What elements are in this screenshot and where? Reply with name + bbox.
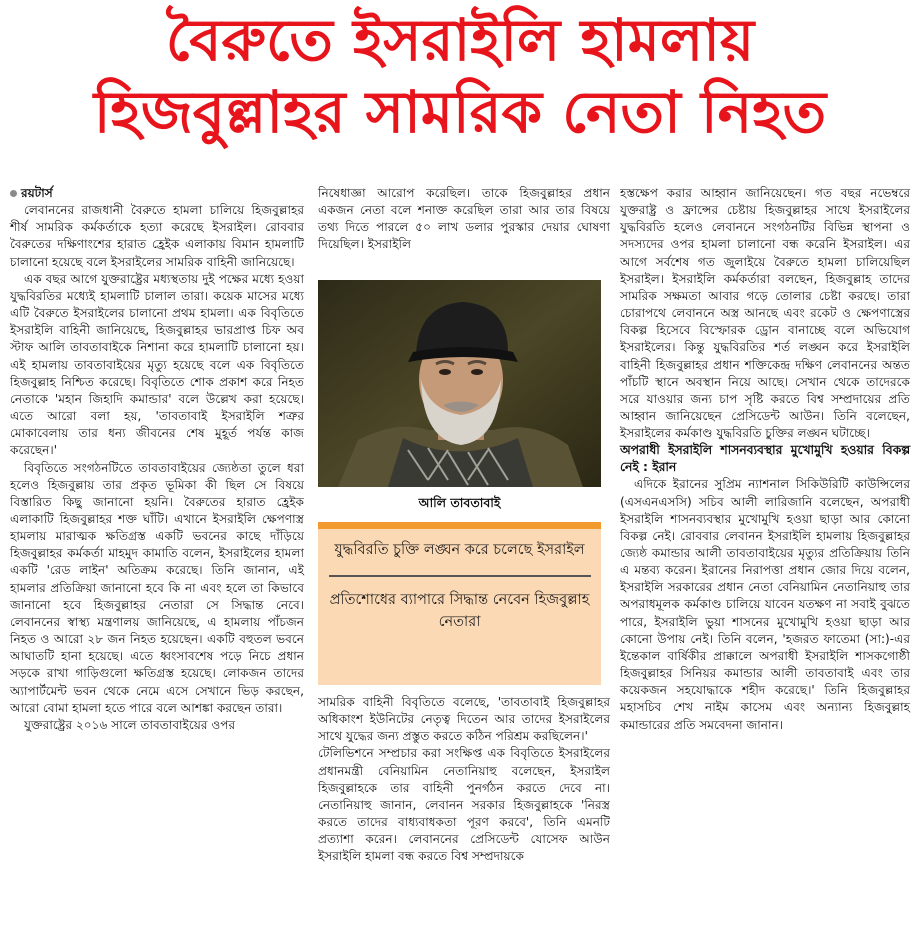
pullquote-box — [318, 522, 601, 685]
pullquote-2: প্রতিশোধের ব্যাপারে সিদ্ধান্ত নেবেন হিজবুল্লাহ নেতারা — [329, 592, 590, 630]
column-3 — [620, 185, 910, 734]
portrait-photo — [318, 280, 601, 487]
subheading: অপরাধী ইসরাইলি শাসনব্যবস্থার মুখোমুখি হওয়ার বিকল্প নেই : ইরান — [620, 443, 910, 475]
photo-caption: আলি তাবতাবাই — [418, 495, 501, 510]
paragraph: সামরিক বাহিনী বিবৃতিতে বলেছে, 'তাবতাবাই হিজবুল্লাহর অধিকাংশ ইউনিটের নেতৃত্ব দিতেন আর তাদের ইসরাইলের সাথে যুদ্ধের জন্য প্রস্তুত করতে কঠিন পরিশ্রম করছিলেন।' — [318, 695, 610, 744]
paragraph: এদিকে ইরানের সুপ্রিম ন্যাশনাল সিকিউরিটি কাউন্সিলের (এসএনএসসি) সচিব আলী লারিজানি বলেছেন, অপরাধী ইসরাইলি শাসনব্যবস্থার মুখোমুখি হওয়া ছাড়া আর কোনো বিকল্প নেই। রোববার লেবানন ইসরাইলি হামলায় হিজবুল্লাহর জ্যেষ্ঠ কমান্ডার আলী তাবতাবাইয়ের মৃত্যুর প্রতিক্রিয়ায় তিনি এ মন্তব্য করেন। ইরানের নিরাপত্তা প্রধান জোর দিয়ে বলেন, ইসরাইলি সরকারের প্রধান নেতা বেনিয়ামিন নেতানিয়াহু তার অপরাধমূলক কর্মকাণ্ড চালিয়ে যাবেন যতক্ষণ না সবাই বুঝতে পারে, ইসরাইলি ভুয়া শাসনের মুখোমুখি হওয়া ছাড়া আর কোনো উপায় নেই। তিনি বলেন, 'হজরত ফাতেমা (সা:)-এর ইন্তেকাল বার্ষিকীর প্রাক্কালে অপরাধী ইসরাইলি শাসকগোষ্ঠী হিজবুল্লাহর সিনিয়র কমান্ডার আলী তাবতাবাই এবং তার কয়েকজন সহযোদ্ধাকে শহীদ করেছে।' তিনি হিজবুল্লাহর মহাসচিব শেখ নাইম কাসেম এবং অন্যান্য হিজবুল্লাহ কমান্ডারের প্রতি সমবেদনা জানান। — [620, 477, 910, 732]
paragraph: হস্তক্ষেপ করার আহ্বান জানিয়েছেন। গত বছর নভেম্বরে যুক্তরাষ্ট্র ও ফ্রান্সের চেষ্টায় হিজবুল্লাহর সাথে ইসরাইলের যুদ্ধবিরতি হলেও লেবাননে সংগঠনটির বিভিন্ন স্থাপনা ও সদস্যদের ওপর হামলা চালানো বন্ধ করেনি ইসরাইল। এর আগে সর্বশেষ গত জুলাইয়ে বৈরুতে হামলা চালিয়েছিল ইসরাইল। ইসরাইলি কর্মকর্তারা বলছেন, হিজবুল্লাহ তাদের সামরিক সক্ষমতা আবার গড়ে তোলার চেষ্টা করছে। তারা চোরাপথে লেবাননে অস্ত্র আনছে এবং রকেট ও ক্ষেপণাস্ত্রের বিকল্প হিসেবে বিস্ফোরক ড্রোন বানাচ্ছে বলে অভিযোগ ইসরাইলের। কিন্তু যুদ্ধবিরতির শর্ত লঙ্ঘন করে ইসরাইলি বাহিনী হিজবুল্লাহর প্রধান শক্তিকেন্দ্র দক্ষিণ লেবাননের অন্তত পাঁচটি স্থানে অবস্থান নিয়ে আছে। সেখান থেকে তাদেরকে সরে যাওয়ার জন্য চাপ সৃষ্টি করতে বিশ্ব সম্প্রদায়ের প্রতি আহ্বান জানিয়েছেন প্রেসিডেন্ট আউন। তিনি বলেছেন, ইসরাইলের কর্মকাণ্ড যুদ্ধবিরতি চুক্তির লঙ্ঘন ঘটাচ্ছে। — [620, 186, 910, 441]
paragraph: এক বছর আগে যুক্তরাষ্ট্রের মধ্যস্থতায় দুই পক্ষের মধ্যে হওয়া যুদ্ধবিরতির মধ্যেই হামলাটি চালাল তারা। কয়েক মাসের মধ্যে এটি বৈরুতে ইসরাইলের চালানো প্রথম হামলা। এক বিবৃতিতে ইসরাইলি বাহিনী জানিয়েছে, হিজবুল্লাহর ভারপ্রাপ্ত চিফ অব স্টাফ আলি তাবতাবাইকে নিশানা করে হামলাটি চালানো হয়। এই হামলায় তাবতাবাইয়ের মৃত্যু হয়েছে বলে এক বিবৃতিতে হিজবুল্লাহ নিশ্চিত করেছে। বিবৃতিতে শোক প্রকাশ করে নিহত নেতাকে 'মহান জিহাদি কমান্ডার' বলে উল্লেখ করা হয়েছে। এতে আরো বলা হয়, 'তাবতাবাই ইসরাইলি শত্রুর মোকাবেলায় তার ধন্য জীবনের শেষ মুহূর্ত পর্যন্ত কাজ করেছেন।' — [10, 271, 304, 458]
paragraph: টেলিভিশনে সম্প্রচার করা সংক্ষিপ্ত এক বিবৃতিতে ইসরাইলের প্রধানমন্ত্রী বেনিয়ামিন নেতানিয়াহু বলেছেন, ইসরাইল হিজবুল্লাহকে তার বাহিনী পুনর্গঠন করতে দেবে না। নেতানিয়াহু জানান, লেবানন সরকার হিজবুল্লাহকে 'নিরস্ত্র করতে তাদের বাধ্যবাধকতা পূরণ করবে', তিনি এমনটি প্রত্যাশা করেন। লেবাননের প্রেসিডেন্ট যোসেফ আউন ইসরাইলি হামলা বন্ধ করতে বিশ্ব সম্প্রদায়কে — [318, 746, 610, 864]
paragraph: বিবৃতিতে সংগঠনটিতে তাবতাবাইয়ের জ্যেষ্ঠতা তুলে ধরা হলেও হিজবুল্লায় তার প্রকৃত ভূমিকা কী ছিল সে বিষয়ে বিস্তারিত কিছু জানানো হয়নি। বৈরুতের হারাত হ্রেইক এলাকাটি হিজবুল্লাহর শক্ত ঘাঁটি। এখানে ইসরাইলি ক্ষেপণাস্ত্র হামলায় মারাত্মক ক্ষতিগ্রস্ত একটি ভবনের কাছে দাঁড়িয়ে হিজবুল্লাহর কর্মকর্তা মাহমুদ কামাতি বলেন, ইসরাইলের হামলা একটি 'রেড লাইন' অতিক্রম করেছে। তিনি জানান, এই হামলার প্রতিক্রিয়া জানানো হবে কি না এবং হলে তা কিভাবে জানানো হবে হিজবুল্লাহর নেতারা সে সিদ্ধান্ত নেবে। লেবাননের স্বাস্থ্য মন্ত্রণালয় জানিয়েছে, এ হামলায় পাঁচজন নিহত ও আরো ২৮ জন নিহত হয়েছেন। একটি বহুতল ভবনে আঘাতটি হানা হয়েছে। এতে ধ্বংসাবশেষ পড়ে নিচে প্রধান সড়কে রাখা গাড়িগুলো ক্ষতিগ্রস্ত হয়েছে। লোকজন তাদের অ্যাপার্টমেন্ট ভবন থেকে নেমে এসে সেখানে ভিড় করছেন, আরো বোমা হামলা হতে পারে বলে আশঙ্কা করছেন তারা। — [10, 460, 304, 715]
column-2-top — [318, 185, 610, 254]
pullquote-divider — [329, 575, 591, 577]
headline — [0, 4, 920, 148]
byline — [10, 185, 304, 202]
paragraph: নিষেধাজ্ঞা আরোপ করেছিল। তাকে হিজবুল্লাহর প্রধান একজন নেতা বলে শনাক্ত করেছিল তারা আর তার বিষয়ে তথ্য দিতে পারলে ৫০ লাখ ডলার পুরস্কার দেয়ার ঘোষণা দিয়েছিল। ইসরাইলি — [318, 186, 610, 252]
column-1 — [10, 185, 304, 734]
paragraph: যুক্তরাষ্ট্রের ২০১৬ সালে তাবতাবাইয়ের ওপর — [24, 717, 236, 732]
bullet-dot-icon — [10, 190, 17, 197]
paragraph: লেবাননের রাজধানী বৈরুতে হামলা চালিয়ে হিজবুল্লাহর শীর্ষ সামরিক কর্মকর্তাকে হত্যা করেছে ইসরাইল। রোববার বৈরুতের দক্ষিণাংশের হারাত হ্রেইক এলাকায় বিমান হামলাটি চালানো হয়েছে বলে ইসরাইলের সামরিক বাহিনী জানিয়েছে। — [10, 203, 304, 269]
byline-text: রয়টার্স — [21, 186, 53, 200]
pullquote-1: যুদ্ধবিরতি চুক্তি লঙ্ঘন করে চলেছে ইসরাইল — [334, 542, 585, 558]
headline-line-1: বৈরুতে ইসরাইলি হামলায় — [165, 6, 755, 74]
portrait-illustration — [318, 280, 601, 487]
column-2-bottom — [318, 694, 610, 866]
headline-line-2: হিজবুল্লাহর সামরিক নেতা নিহত — [93, 78, 827, 146]
